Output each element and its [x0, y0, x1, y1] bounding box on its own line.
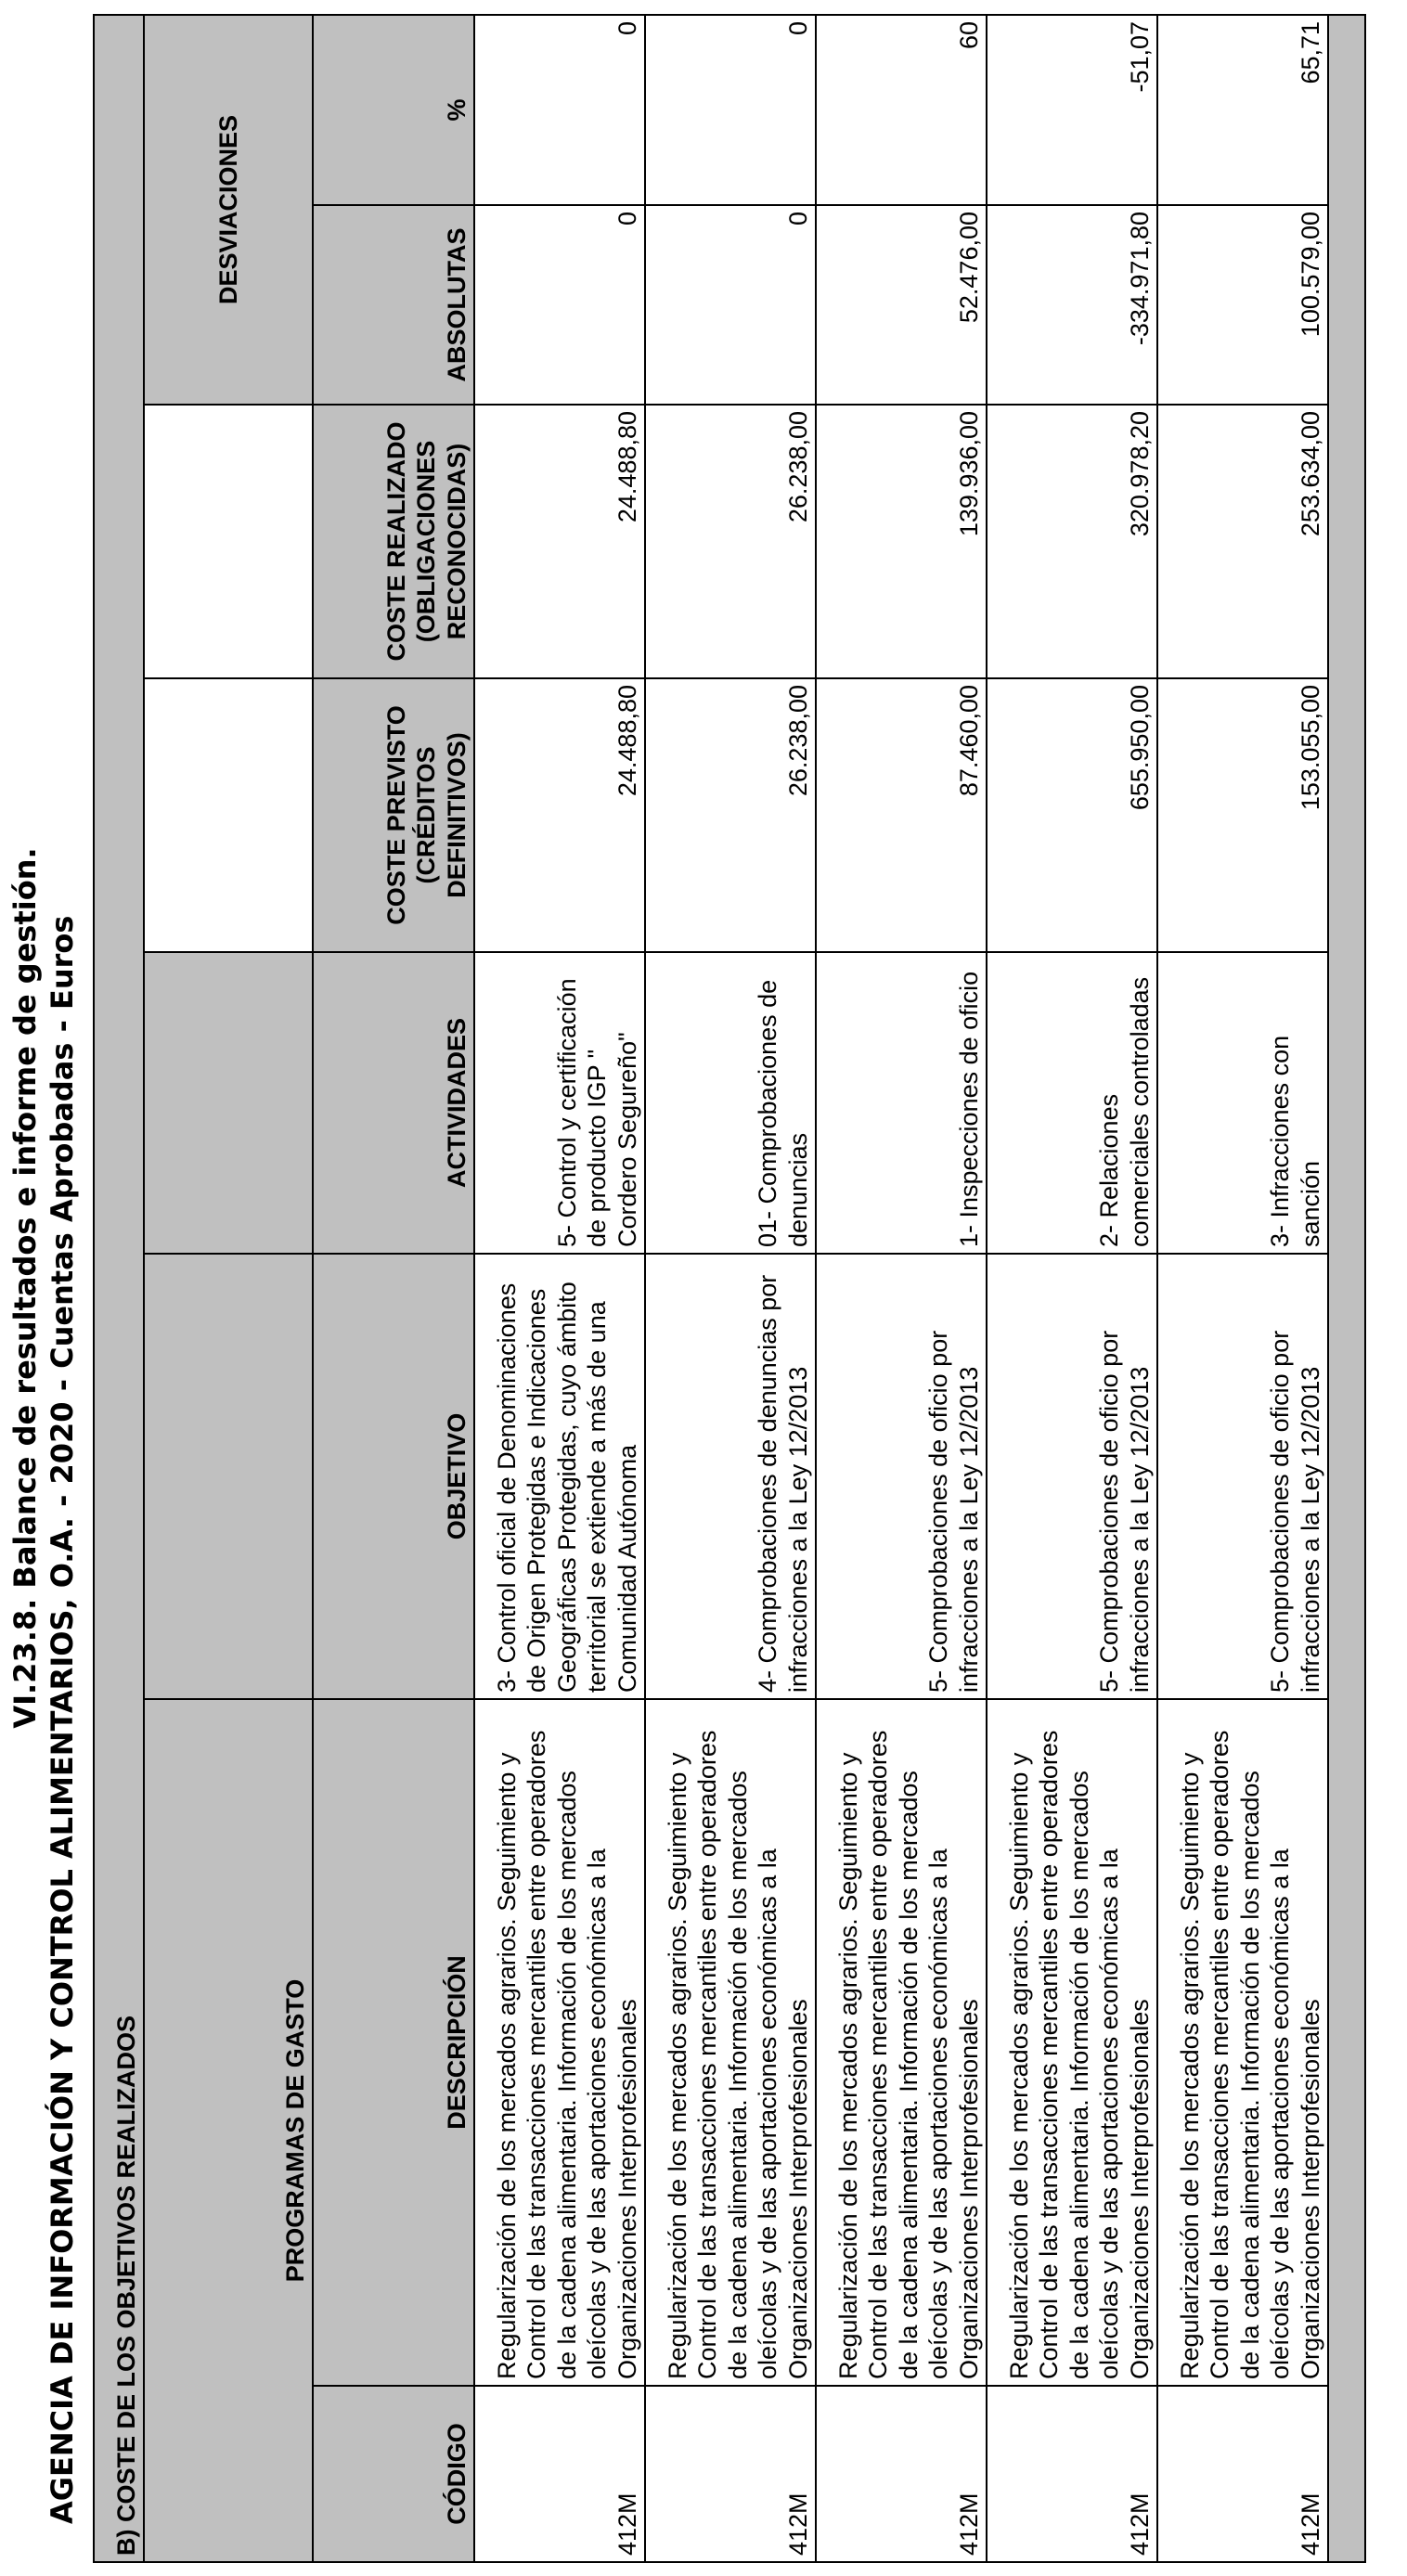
header-programas-de-gasto: PROGRAMAS DE GASTO [144, 1699, 313, 2562]
cell-coste-previsto: 87.460,00 [816, 678, 987, 952]
cell-descripcion: Regularización de los mercados agrarios. Seguimiento y Control de las transacciones mercantiles entre operadores de la cadena alimentaria. Información de los mercados oleícolas y de las aportaciones económicas a la Organizaciones Interprofesionales [987, 1699, 1157, 2386]
table-row [987, 15, 1157, 2562]
cell-actividad: 5- Control y certificación de producto IGP " Cordero Segureño" [474, 952, 645, 1254]
cell-objetivo: 4- Comprobaciones de denuncias por infracciones a la Ley 12/2013 [645, 1254, 816, 1699]
header-blank-coste-previsto [144, 678, 313, 952]
header-blank-objetivo [144, 1254, 313, 1699]
objectives-cost-table [93, 14, 1366, 2563]
cell-objetivo: 5- Comprobaciones de oficio por infracciones a la Ley 12/2013 [1157, 1254, 1328, 1699]
cell-absolutas: 100.579,00 [1157, 205, 1328, 405]
cell-actividad: 2- Relaciones comerciales controladas [987, 952, 1157, 1254]
header-porcentaje: % [313, 15, 474, 205]
cell-coste-previsto: 26.238,00 [645, 678, 816, 952]
cell-descripcion: Regularización de los mercados agrarios. Seguimiento y Control de las transacciones mercantiles entre operadores de la cadena alimentaria. Información de los mercados oleícolas y de las aportaciones económicas a la Organizaciones Interprofesionales [474, 1699, 645, 2386]
header-actividades: ACTIVIDADES [313, 952, 474, 1254]
cell-objetivo: 3- Control oficial de Denominaciones de Origen Protegidas e Indicaciones Geográficas Protegidas, cuyo ámbito territorial se extiende a más de una Comunidad Autónoma [474, 1254, 645, 1699]
header-absolutas: ABSOLUTAS [313, 205, 474, 405]
header-descripcion: DESCRIPCIÓN [313, 1699, 474, 2386]
cell-porcentaje: 0 [474, 15, 645, 205]
cell-coste-realizado: 24.488,80 [474, 405, 645, 678]
page-title: VI.23.8. Balance de resultados e informe de gestión. [7, 847, 43, 1729]
cell-porcentaje: 60 [816, 15, 987, 205]
header-coste-realizado: COSTE REALIZADO (OBLIGACIONES RECONOCIDAS) [313, 405, 474, 678]
cell-descripcion: Regularización de los mercados agrarios. Seguimiento y Control de las transacciones mercantiles entre operadores de la cadena alimentaria. Información de los mercados oleícolas y de las aportaciones económicas a la Organizaciones Interprofesionales [645, 1699, 816, 2386]
cell-actividad: 3- Infracciones con sanción [1157, 952, 1328, 1254]
cell-coste-previsto: 24.488,80 [474, 678, 645, 952]
cell-codigo: 412M [816, 2386, 987, 2562]
cell-porcentaje: 0 [645, 15, 816, 205]
table-row [474, 15, 645, 2562]
footer-gray-band [1328, 15, 1365, 2562]
header-blank-coste-realizado [144, 405, 313, 678]
cell-codigo: 412M [987, 2386, 1157, 2562]
table-row [645, 15, 816, 2562]
table-row [1157, 15, 1328, 2562]
cell-objetivo: 5- Comprobaciones de oficio por infracciones a la Ley 12/2013 [816, 1254, 987, 1699]
cell-descripcion: Regularización de los mercados agrarios. Seguimiento y Control de las transacciones mercantiles entre operadores de la cadena alimentaria. Información de los mercados oleícolas y de las aportaciones económicas a la Organizaciones Interprofesionales [816, 1699, 987, 2386]
cell-porcentaje: 65,71 [1157, 15, 1328, 205]
header-codigo: CÓDIGO [313, 2386, 474, 2562]
section-title: B) COSTE DE LOS OBJETIVOS REALIZADOS [94, 15, 144, 2562]
cell-coste-realizado: 26.238,00 [645, 405, 816, 678]
page-subtitle: AGENCIA DE INFORMACIÓN Y CONTROL ALIMENTARIOS, O.A. - 2020 - Cuentas Aprobadas - Euros [45, 915, 80, 2524]
header-coste-previsto: COSTE PREVISTO (CRÉDITOS DEFINITIVOS) [313, 678, 474, 952]
cell-absolutas: 0 [645, 205, 816, 405]
cell-absolutas: -334.971,80 [987, 205, 1157, 405]
header-desviaciones: DESVIACIONES [144, 15, 313, 405]
cell-codigo: 412M [1157, 2386, 1328, 2562]
cell-objetivo: 5- Comprobaciones de oficio por infracciones a la Ley 12/2013 [987, 1254, 1157, 1699]
header-objetivo: OBJETIVO [313, 1254, 474, 1699]
table-row [816, 15, 987, 2562]
header-blank-actividades [144, 952, 313, 1254]
table-footer-band [1328, 15, 1365, 2562]
cell-coste-previsto: 655.950,00 [987, 678, 1157, 952]
cell-codigo: 412M [474, 2386, 645, 2562]
cell-actividad: 1- Inspecciones de oficio [816, 952, 987, 1254]
cell-actividad: 01- Comprobaciones de denuncias [645, 952, 816, 1254]
cell-coste-realizado: 320.978,20 [987, 405, 1157, 678]
cell-descripcion: Regularización de los mercados agrarios. Seguimiento y Control de las transacciones mercantiles entre operadores de la cadena alimentaria. Información de los mercados oleícolas y de las aportaciones económicas a la Organizaciones Interprofesionales [1157, 1699, 1328, 2386]
cell-absolutas: 0 [474, 205, 645, 405]
cell-porcentaje: -51,07 [987, 15, 1157, 205]
cell-absolutas: 52.476,00 [816, 205, 987, 405]
cell-coste-realizado: 139.936,00 [816, 405, 987, 678]
cell-coste-previsto: 153.055,00 [1157, 678, 1328, 952]
cell-coste-realizado: 253.634,00 [1157, 405, 1328, 678]
cell-codigo: 412M [645, 2386, 816, 2562]
